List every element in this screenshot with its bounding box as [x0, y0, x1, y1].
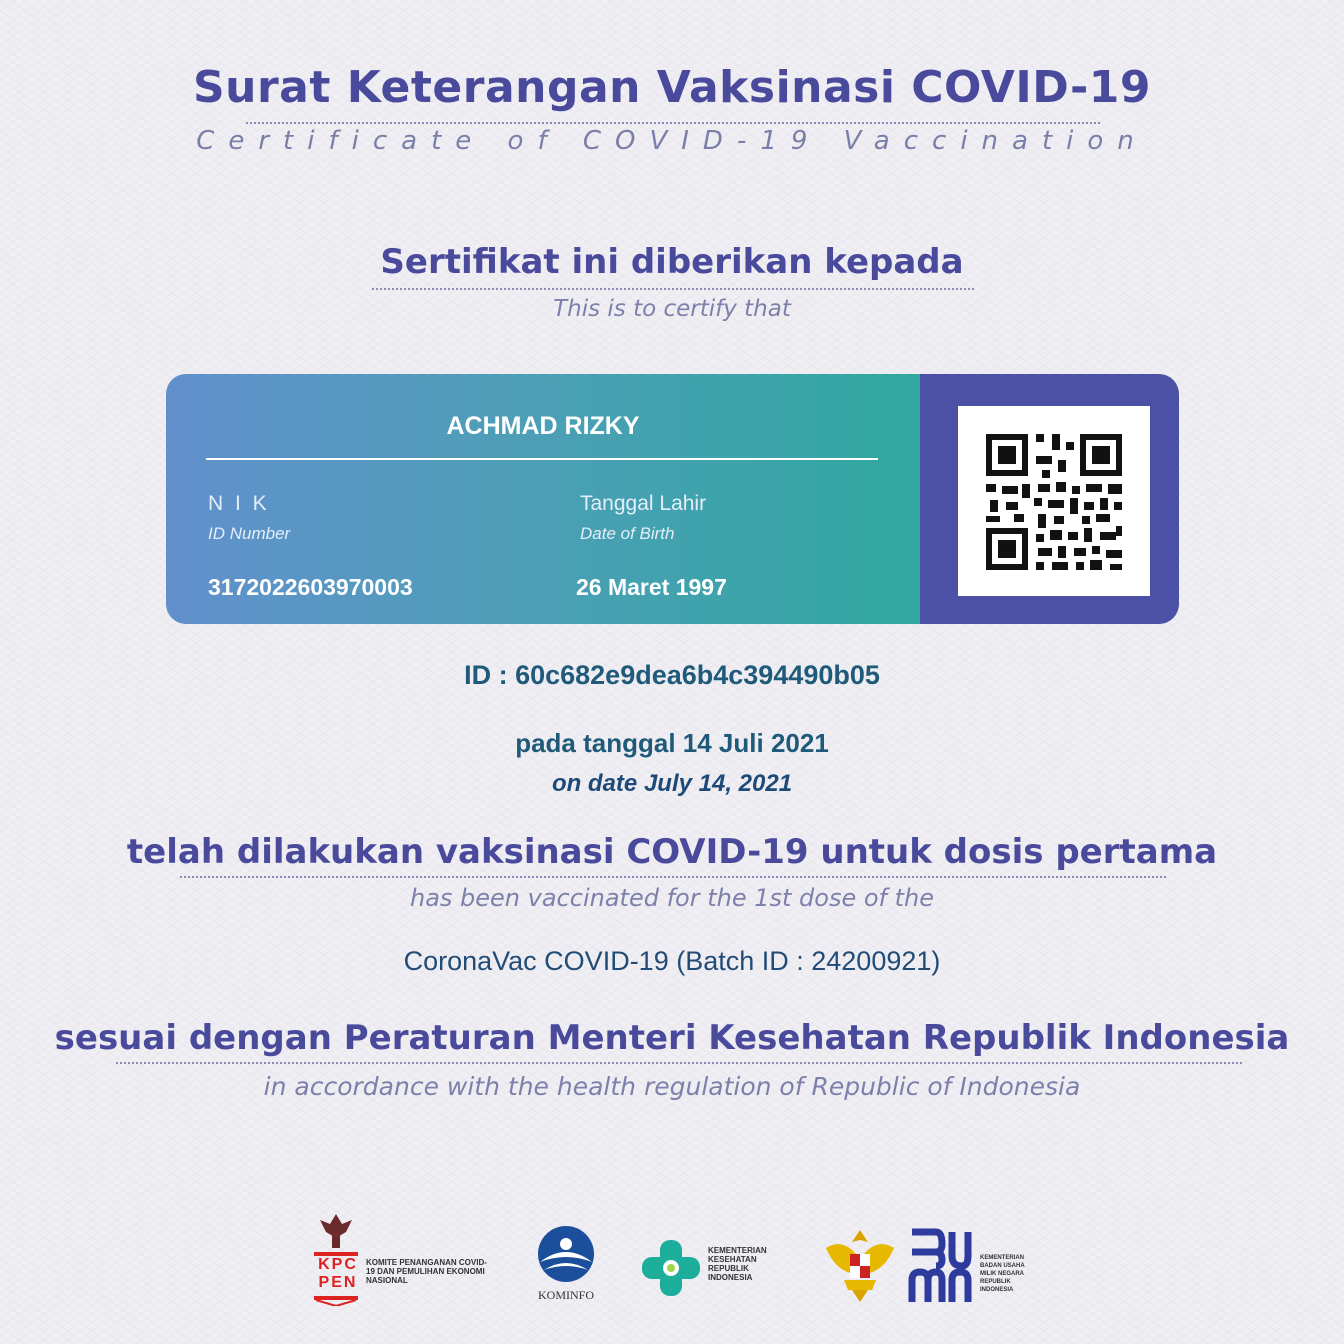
holder-card	[166, 374, 1179, 624]
holder-name: ACHMAD RIZKY	[446, 412, 640, 440]
name-divider	[206, 458, 878, 460]
vaccination-date-en: on date July 14, 2021	[551, 770, 793, 797]
certificate-id: ID : 60c682e9dea6b4c394490b05	[464, 660, 880, 690]
certificate-subtitle: Certificate of COVID-19 Vaccination	[196, 126, 1148, 156]
certify-subheading: This is to certify that	[553, 296, 791, 322]
certify-heading: Sertifikat ini diberikan kepada	[380, 242, 964, 282]
kominfo-text: KOMINFO	[537, 1288, 594, 1302]
qr-code-icon	[958, 406, 1150, 596]
holder-info-panel	[166, 374, 920, 624]
dob-label-en: Date of Birth	[580, 524, 675, 543]
kpcpen-line2: PEN	[318, 1274, 358, 1291]
vaccination-statement: telah dilakukan vaksinasi COVID-19 untuk dosis pertama	[126, 832, 1218, 872]
certificate-title: Surat Keterangan Vaksinasi COVID-19	[192, 62, 1152, 113]
kemenkes-emblem-icon	[638, 1236, 704, 1300]
vaccination-divider	[180, 876, 1166, 878]
garuda-pancasila-icon	[822, 1224, 898, 1304]
nik-label: N I K	[208, 492, 270, 515]
kpcpen-logo	[312, 1212, 492, 1306]
regulation-divider	[116, 1062, 1242, 1064]
garuda-pancasila-logo	[822, 1224, 898, 1304]
qr-panel	[920, 374, 1179, 624]
qr-code[interactable]	[958, 406, 1150, 596]
vaccination-date: pada tanggal 14 Juli 2021	[515, 728, 829, 758]
regulation-statement: sesuai dengan Peraturan Menteri Kesehatan Republik Indonesia	[54, 1018, 1290, 1058]
title-divider	[246, 122, 1100, 124]
dob-label: Tanggal Lahir	[580, 492, 707, 515]
regulation-statement-en: in accordance with the health regulation of Republic of Indonesia	[263, 1072, 1081, 1101]
certify-divider	[372, 288, 974, 290]
kemenkes-text: KEMENTERIAN KESEHATAN REPUBLIK INDONESIA	[708, 1246, 767, 1282]
kominfo-emblem-icon	[526, 1222, 606, 1288]
nik-label-en: ID Number	[208, 524, 291, 543]
vaccine-name: CoronaVac COVID-19 (Batch ID : 24200921)	[403, 946, 941, 976]
dob-value: 26 Maret 1997	[576, 574, 727, 600]
kominfo-logo	[526, 1222, 606, 1306]
nik-value: 3172022603970003	[208, 574, 413, 600]
kpcpen-line1: KPC	[318, 1256, 358, 1273]
bumn-logo	[906, 1226, 1036, 1306]
kpcpen-text: KOMITE PENANGANAN COVID-19 DAN PEMULIHAN EKONOMI NASIONAL	[366, 1258, 487, 1285]
bumn-emblem-icon	[906, 1226, 972, 1306]
bumn-text: KEMENTERIAN BADAN USAHA MILIK NEGARA REPUBLIK INDONESIA	[980, 1255, 1025, 1293]
vaccination-statement-en: has been vaccinated for the 1st dose of the	[409, 884, 934, 912]
kemenkes-logo	[638, 1236, 788, 1300]
